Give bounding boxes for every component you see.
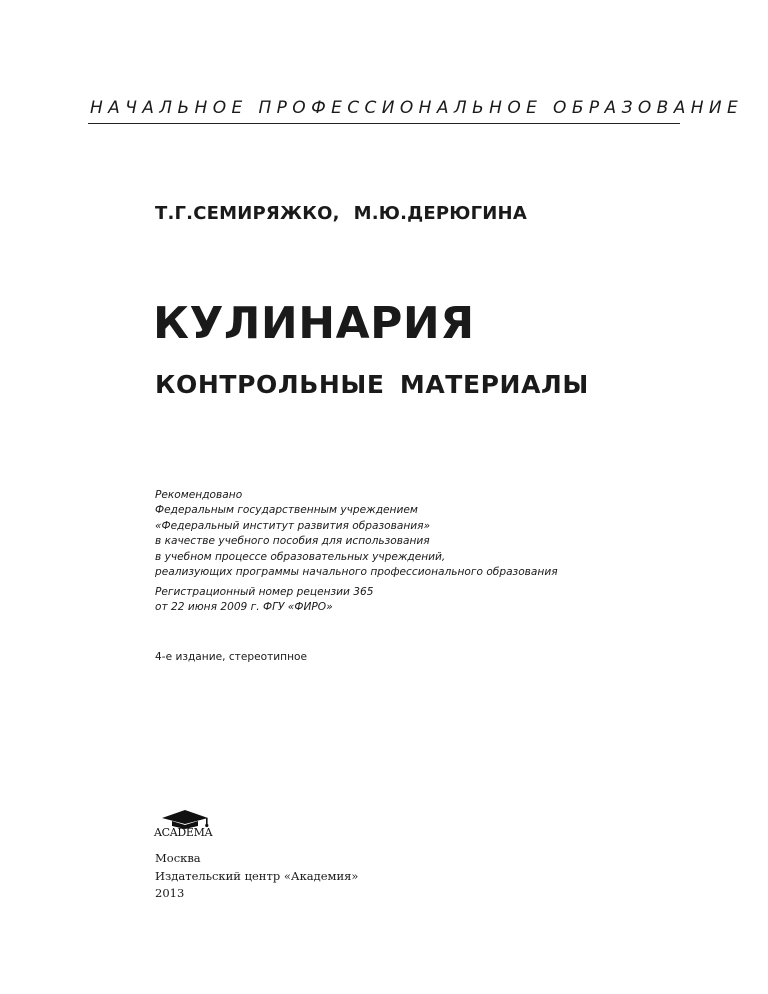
recommendation-line: в качестве учебного пособия для использования xyxy=(155,535,430,548)
publisher-name: Издательский центр «Академия» xyxy=(155,868,359,883)
recommendation-line: Рекомендовано xyxy=(155,489,243,501)
publisher-logo xyxy=(154,809,218,845)
logo-text: ACADEMA xyxy=(154,826,213,839)
edition-note: 4-е издание, стереотипное xyxy=(155,651,307,663)
publisher-year: 2013 xyxy=(155,886,185,900)
registration-block xyxy=(155,585,374,616)
book-title: КУЛИНАРИЯ xyxy=(153,298,475,349)
authors xyxy=(155,203,527,224)
book-subtitle: КОНТРОЛЬНЫЕ МАТЕРИАЛЫ xyxy=(155,370,589,399)
author-2: М.Ю.ДЕРЮГИНА xyxy=(353,203,527,224)
publisher-city: Москва xyxy=(155,851,201,865)
publisher-block xyxy=(155,850,358,903)
recommendation-line: реализующих программы начального профессионального образования xyxy=(155,566,558,579)
recommendation-line: «Федеральный институт развития образования» xyxy=(155,519,431,532)
series-title: НАЧАЛЬНОЕ ПРОФЕССИОНАЛЬНОЕ ОБРАЗОВАНИЕ xyxy=(90,98,744,118)
series-divider xyxy=(88,123,680,124)
recommendation-line: Федеральным государственным учреждением xyxy=(155,504,418,517)
recommendation-block xyxy=(155,488,558,580)
author-1: Т.Г.СЕМИРЯЖКО, xyxy=(155,203,340,224)
registration-line: от 22 июня 2009 г. ФГУ «ФИРО» xyxy=(155,601,333,614)
registration-line: Регистрационный номер рецензии 365 xyxy=(155,586,374,598)
recommendation-line: в учебном процессе образовательных учреждений, xyxy=(155,550,446,563)
